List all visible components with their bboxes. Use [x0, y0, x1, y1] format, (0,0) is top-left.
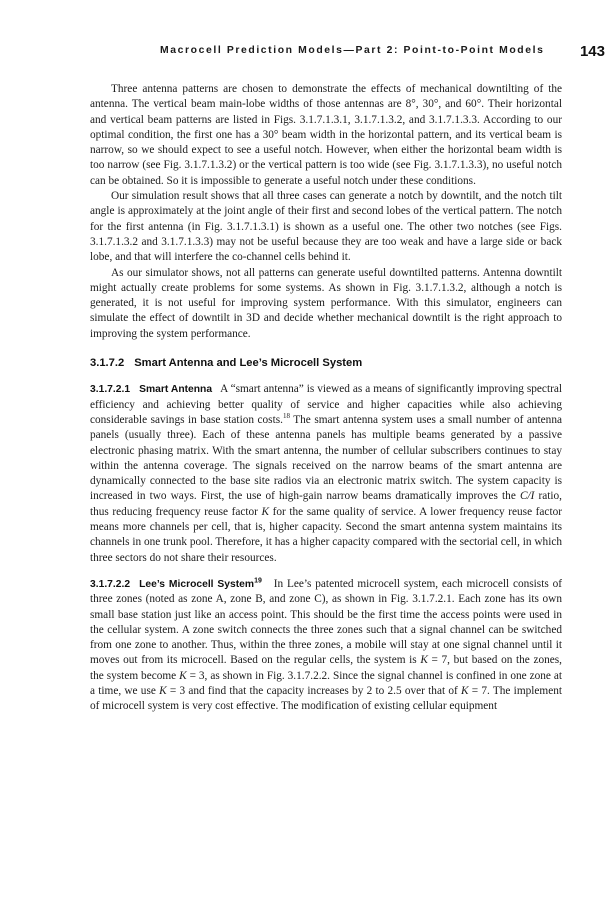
paragraph: Three antenna patterns are chosen to demonstrate the effects of mechanical downtilting of the antenna. The vertical beam main-lobe widths of those antennas are 8°, 30°, and 60°. Their horizontal and vertical beam patterns are listed in Figs. 3.1.7.1.3.1, 3.1.7.1.3.2, and 3.1.7.1.3.3. According to our optimal condition, the first one has a 30° beam width in the horizontal pattern, and its vertical beam is narrow, so we should expect to see a useful notch. However, when either the horizontal beam width is too narrow (see Fig. 3.1.7.1.3.2) or the vertical pattern is too wide (see Fig. 3.1.7.1.3.3), no useful notch can be obtained. So it is impossible to generate a useful notch under these conditions. — [90, 83, 562, 187]
subsection-smart-antenna — [90, 382, 562, 566]
page-number: 143 — [579, 43, 605, 60]
italic-term: C/I — [519, 490, 535, 503]
italic-term: K — [460, 684, 469, 697]
reference-marker: 19 — [254, 577, 262, 585]
running-head: Macrocell Prediction Models—Part 2: Point-to-Point Models — [160, 45, 545, 56]
subsection-number: 3.1.7.2.2 — [90, 578, 131, 590]
page-header — [150, 43, 605, 63]
body-text — [90, 82, 562, 715]
paragraph-text: = 7. The implement of microcell system is very cost effective. The modification of existing cellular equipment — [90, 684, 562, 713]
section-title: Smart Antenna and Lee’s Microcell System — [134, 357, 363, 370]
italic-term: K — [179, 669, 187, 682]
paragraph-text: A “smart antenna” is viewed as a means of significantly improving spectral efficiency and achieving better quality of service and higher capacities while also achieving considerable savings in base station costs. — [90, 383, 562, 426]
subsection-number: 3.1.7.2.1 — [90, 384, 131, 396]
subsection-heading — [90, 384, 220, 395]
paragraph: Our simulation result shows that all three cases can generate a notch by downtilt, and the notch tilt angle is approximately at the joint angle of their first and second lobes of the vertical pattern. The notch for the first antenna (in Fig. 3.1.7.1.3.1) is shown as a useful one. The other two notches (see Figs. 3.1.7.1.3.2 and 3.1.7.1.3.3) may not be useful because they are too weak and have a large side or back lobe, and that will interfere the co-channel cells behind it. — [90, 190, 562, 264]
paragraph-text: = 3 and find that the capacity increases by 2 to 2.5 over that of — [166, 684, 461, 697]
paragraph-text: for the same quality of service. A lower frequency reuse factor means more channels per cell, that is, higher capacity. Second the smart antenna system maintains its channels in one trunk pool. Therefore, it has a higher capacity compared with the sectorial cell, in which three sectors do not share their resources. — [90, 505, 562, 564]
subsection-heading — [90, 579, 270, 590]
italic-term: K — [420, 654, 428, 667]
paragraph-text: The smart antenna system uses a small number of antenna panels (usually three). Each of these antenna panels has multiple beams generated by a passive electronic phasing matrix. With the smart antenna, the number of cellular subscribers continues to stay within the antenna coverage. The signals received on the narrow beams of the smart antenna are dynamically connected to the base site radios via an electronic matrix switch. The system capacity is increased in two ways. First, the use of high-gain narrow beams dramatically improves the — [90, 413, 562, 503]
reference-marker: 18 — [282, 412, 290, 421]
section-number: 3.1.7.2 — [90, 357, 125, 370]
paragraph-text: ratio, thus reducing frequency reuse factor — [90, 490, 562, 518]
paragraph-text: In Lee’s patented microcell system, each microcell consists of three zones (noted as zone A, zone B, and zone C), as shown in Fig. 3.1.7.2.1. Each zone has its own small base station just like an access point. This should be the first time the access points were used in the cellular system. A zone switch connects the three zones such that a signal channel can be switched from one zone to another. Thus, within the three zones, a mobile will stay at one signal channel until it moves out from its microcell. Based on the regular cells, the system is — [90, 577, 562, 667]
subsection-lees-microcell — [90, 577, 562, 715]
italic-term: K — [159, 684, 167, 697]
paragraph-text: = 7, but based on the zones, the system become — [90, 654, 562, 682]
section-heading — [90, 356, 562, 371]
italic-term: K — [261, 505, 270, 518]
paragraph-text: = 3, as shown in Fig. 3.1.7.2.2. Since the signal channel is confined in one zone at a time, we use — [90, 669, 562, 697]
paragraph: As our simulator shows, not all patterns can generate useful downtilted patterns. Antenna downtilt might actually create problems for some systems. As shown in Fig. 3.1.7.1.3.2, although a notch is generated, it is not useful for improving system performance. With this simulator, engineers can simulate the effect of downtilt in 3D and decide whether mechanical downtilt is the right approach to improving the system performance. — [90, 266, 562, 340]
subsection-title: Lee’s Microcell System — [139, 578, 255, 590]
subsection-title: Smart Antenna — [139, 384, 213, 396]
